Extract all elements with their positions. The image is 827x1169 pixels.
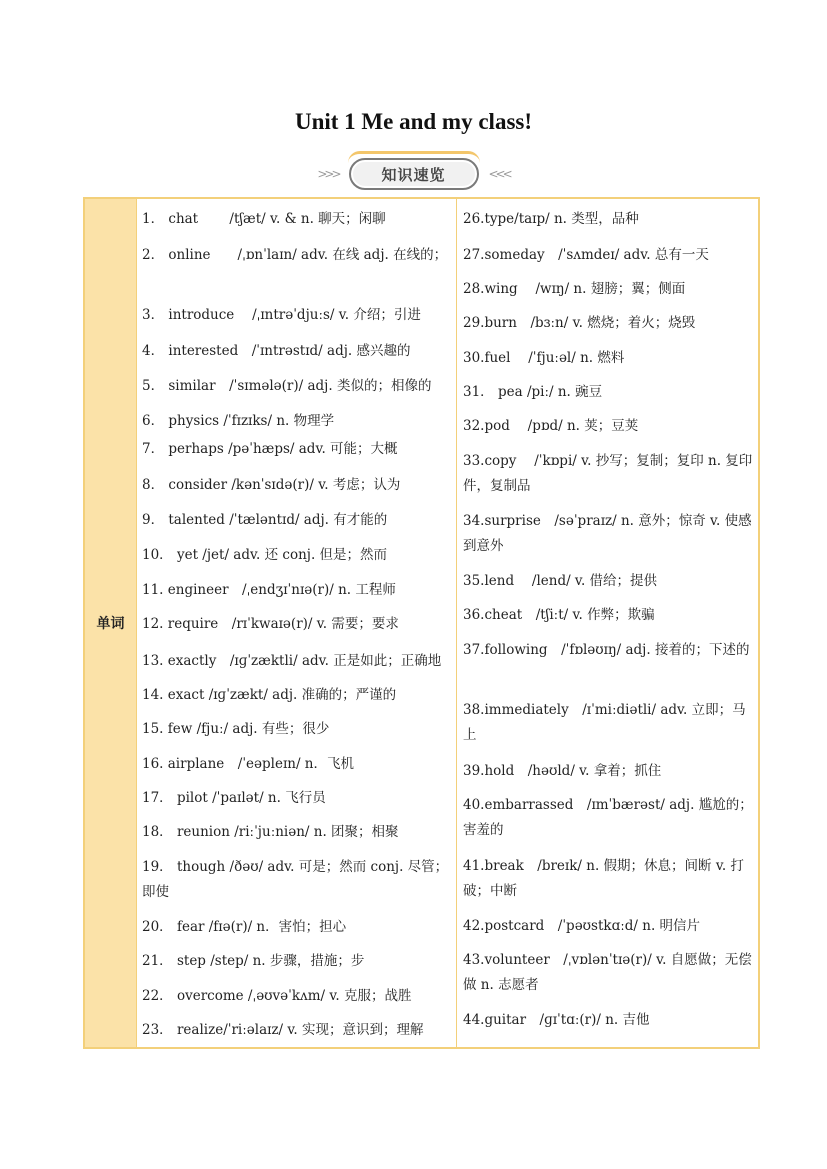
banner-left-decoration: >>> [317, 167, 339, 181]
vocab-entry: 12. require /rɪˈkwaɪə(r)/ v. 需要；要求 [142, 616, 399, 632]
vocab-entry: 32.pod /pɒd/ n. 荚；豆荚 [463, 418, 639, 434]
section-banner [0, 157, 827, 191]
vocab-entry: 16. airplane /ˈeəpleɪn/ n．飞机 [142, 756, 355, 772]
vocab-entry: 35.lend /lend/ v. 借给；提供 [463, 573, 658, 589]
page-title: Unit 1 Me and my class! [294, 109, 533, 134]
vocab-entry: 7． perhaps /pəˈhæps/ adv. 可能；大概 [142, 441, 398, 457]
vocab-entry: 33.copy /ˈkɒpi/ v. 抄写；复制；复印 n. 复印件，复制品 [463, 453, 753, 494]
vocab-entry: 5． similar /ˈsɪmələ(r)/ adj. 类似的；相像的 [142, 378, 432, 394]
vocab-entry: 39.hold /həʊld/ v. 拿着；抓住 [463, 763, 662, 779]
vocab-entry: 30.fuel /ˈfjuːəl/ n. 燃料 [463, 350, 625, 366]
vocab-entry: 2． online /ˌɒnˈlaɪn/ adv. 在线 adj. 在线的； [142, 247, 448, 263]
vocab-entry: 23． realize/ˈriːəlaɪz/ v. 实现；意识到；理解 [142, 1022, 424, 1038]
vocab-entry: 26.type/taɪp/ n. 类型，品种 [463, 211, 639, 227]
banner-pill [349, 158, 479, 190]
vocab-entry: 9． talented /ˈtæləntɪd/ adj. 有才能的 [142, 512, 388, 528]
vocab-entry: 40.embarrassed /ɪmˈbærəst/ adj. 尴尬的；害羞的 [463, 797, 753, 838]
vocab-entry: 28.wing /wɪŋ/ n. 翅膀；翼；侧面 [463, 281, 686, 297]
vocab-entry: 6． physics /ˈfɪzɪks/ n. 物理学 [142, 413, 335, 429]
vocab-column-right [457, 199, 758, 1047]
vocab-entry: 36.cheat /tʃiːt/ v. 作弊；欺骗 [463, 607, 655, 623]
vocab-entry: 29.burn /bɜːn/ v. 燃烧；着火；烧毁 [463, 315, 696, 331]
vocab-entry: 1． chat /tʃæt/ v. & n. 聊天；闲聊 [142, 211, 386, 227]
section-label-cell [85, 199, 137, 1047]
banner-right-decoration: <<< [488, 167, 510, 181]
vocab-entry: 15. few /fjuː/ adj. 有些；很少 [142, 721, 330, 737]
vocab-entry: 42.postcard /ˈpəʊstkɑːd/ n. 明信片 [463, 918, 701, 934]
section-label: 单词 [96, 616, 125, 632]
vocab-entry: 21． step /step/ n. 步骤，措施；步 [142, 953, 365, 969]
vocab-entry: 19． though /ðəʊ/ adv. 可是；然而 conj. 尽管；即使 [142, 859, 449, 900]
vocab-entry: 38.immediately /ɪˈmiːdiətli/ adv. 立即；马上 [463, 702, 746, 743]
vocab-entry: 22． overcome /ˌəʊvəˈkʌm/ v. 克服；战胜 [142, 988, 412, 1004]
vocab-entry: 8． consider /kənˈsɪdə(r)/ v. 考虑；认为 [142, 477, 401, 493]
vocab-entry: 20． fear /fɪə(r)/ n．害怕；担心 [142, 919, 347, 935]
vocab-entry: 10． yet /jet/ adv. 还 conj. 但是；然而 [142, 547, 388, 563]
vocab-entry: 18． reunion /riːˈjuːniən/ n. 团聚；相聚 [142, 824, 399, 840]
vocab-entry: 13. exactly /ɪɡˈzæktli/ adv. 正是如此；正确地 [142, 653, 442, 669]
vocab-entry: 44.guitar /ɡɪˈtɑː(r)/ n. 吉他 [463, 1012, 650, 1028]
vocab-entry: 37.following /ˈfɒləʊɪŋ/ adj. 接着的；下述的 [463, 642, 750, 658]
vocab-entry: 41.break /breɪk/ n. 假期；休息；间断 v. 打破；中断 [463, 858, 744, 899]
vocab-entry: 3． introduce /ˌɪntrəˈdjuːs/ v. 介绍；引进 [142, 307, 421, 323]
vocab-entry: 43.volunteer /ˌvɒlənˈtɪə(r)/ v. 自愿做；无偿做 n. 志愿者 [463, 952, 752, 993]
vocab-entry: 17． pilot /ˈpaɪlət/ n. 飞行员 [142, 790, 326, 806]
vocab-entry: 14. exact /ɪɡˈzækt/ adj. 准确的；严谨的 [142, 687, 397, 703]
vocab-entry: 31． pea /piː/ n. 豌豆 [463, 384, 603, 400]
vocab-entry: 34.surprise /səˈpraɪz/ n. 意外；惊奇 v. 使感到意外 [463, 513, 752, 554]
vocab-entry: 4． interested /ˈɪntrəstɪd/ adj. 感兴趣的 [142, 343, 411, 359]
vocab-column-left [137, 199, 457, 1047]
banner-label: 知识速览 [381, 165, 446, 184]
vocab-entry: 11. engineer /ˌendʒɪˈnɪə(r)/ n. 工程师 [142, 582, 396, 598]
vocab-entry: 27.someday /ˈsʌmdeɪ/ adv. 总有一天 [463, 247, 709, 263]
vocab-table [83, 197, 760, 1049]
